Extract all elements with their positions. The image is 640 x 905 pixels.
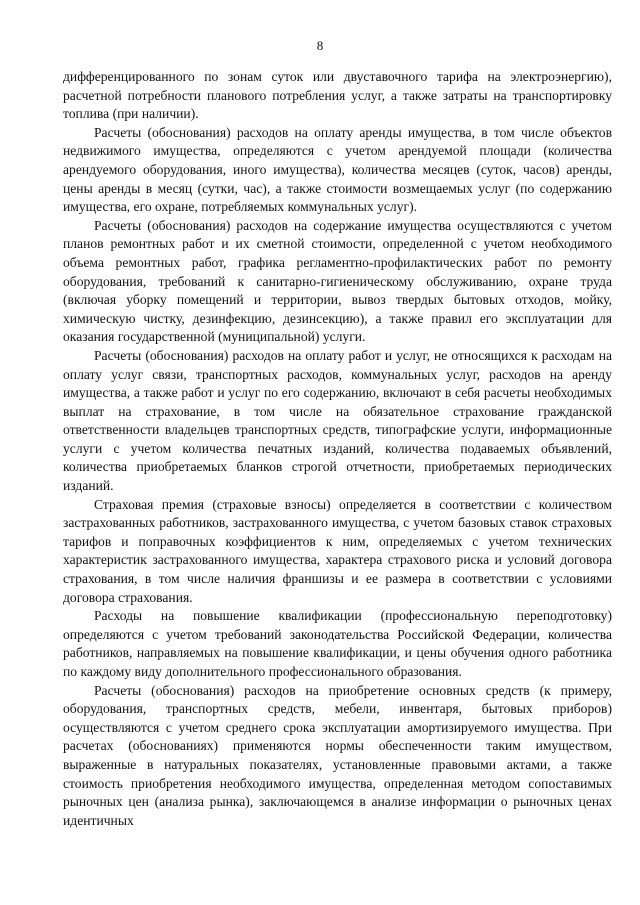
paragraph-property-maintenance: Расчеты (обоснования) расходов на содержание имущества осуществляются с учетом планов ремонтных работ и их сметной стоимости, определенной с учетом необходимого объема ремонтных работ, графика регламентно-профилактических работ по ремонту оборудования, требований к санитарно-гигиеническому обслуживанию, охране труда (включая уборку помещений и территории, вывоз твердых бытовых отходов, мойку, химическую чистку, дезинфекцию, дезинсекцию), а также правил его эксплуатации для оказания государственной (муниципальной) услуги. (63, 217, 612, 345)
paragraph-continuation: дифференцированного по зонам суток или двуставочного тарифа на электроэнергию), расчетной потребности планового потребления услуг, а также затраты на транспортировку топлива (при наличии). (63, 69, 612, 122)
paragraph-rent-expenses: Расчеты (обоснования) расходов на оплату аренды имущества, в том числе объектов недвижимого имущества, определяются с учетом арендуемой площади (количества арендуемого оборудования, иного имущества), количества месяцев (суток, часов) аренды, цены аренды в месяц (сутки, час), а также стоимости возмещаемых услуг (по содержанию имущества, его охране, потребляемых коммунальных услуг). (63, 124, 612, 215)
paragraph-other-works-services: Расчеты (обоснования) расходов на оплату работ и услуг, не относящихся к расходам на оплату услуг связи, транспортных расходов, коммунальных услуг, расходов на аренду имущества, а также работ и услуг по его содержанию, включают в себя расчеты необходимых выплат на страхование, в том числе на обязательное страхование гражданской ответственности владельцев транспортных средств, типографские услуги, информационные услуги с учетом количества печатных изданий, количества подаваемых объявлений, количества приобретаемых бланков строгой отчетности, приобретаемых периодических изданий. (63, 347, 612, 494)
page-number: 8 (316, 38, 324, 53)
paragraph-insurance-premium: Страховая премия (страховые взносы) определяется в соответствии с количеством застрахованных работников, застрахованного имущества, с учетом базовых ставок страховых тарифов и поправочных коэффициентов к ним, определяемых с учетом технических характеристик застрахованного имущества, характера страхового риска и условий договора страхования, в том числе наличия франшизы и ее размера в соответствии с условиями договора страхования. (63, 496, 612, 605)
paragraph-fixed-assets: Расчеты (обоснования) расходов на приобретение основных средств (к примеру, оборудования, транспортных средств, мебели, инвентаря, бытовых приборов) осуществляются с учетом среднего срока эксплуатации амортизируемого имущества. При расчетах (обоснованиях) применяются нормы обеспеченности таким имуществом, выраженные в натуральных показателях, установленные правовыми актами, а также стоимость приобретения необходимого имущества, определенная методом сопоставимых рыночных цен (анализа рынка), заключающемся в анализе информации о рыночных ценах идентичных (63, 682, 612, 828)
body-text (63, 68, 612, 830)
paragraph-qualification-training: Расходы на повышение квалификации (профессиональную переподготовку) определяются с учетом требований законодательства Российской Федерации, количества работников, направляемых на повышение квалификации, и цены обучения одного работника по каждому виду дополнительного профессионального образования. (63, 608, 612, 679)
